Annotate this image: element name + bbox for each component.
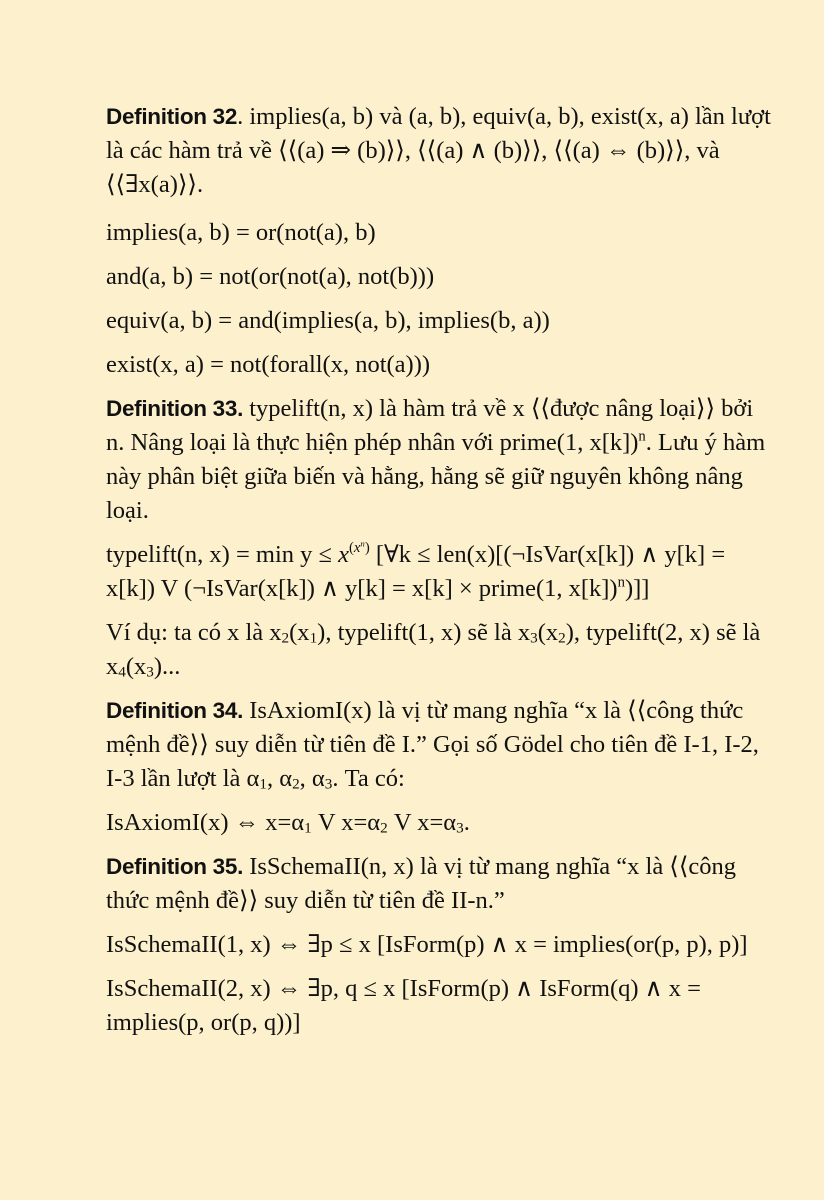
math-var: x bbox=[338, 541, 349, 568]
formula-typelift bbox=[106, 538, 776, 606]
definition-34-text: , α bbox=[299, 765, 325, 792]
subscript: 2 bbox=[292, 775, 300, 793]
formula-equiv: equiv(a, b) = and(implies(a, b), implies(b, a)) bbox=[106, 307, 550, 334]
subscript: 3 bbox=[146, 663, 154, 681]
definition-34-label: Definition 34. bbox=[106, 698, 244, 723]
paren: ( bbox=[348, 540, 354, 557]
definition-33 bbox=[106, 392, 776, 528]
definition-35-label: Definition 35. bbox=[106, 854, 244, 879]
subscript: 2 bbox=[281, 629, 290, 647]
example-text: (x bbox=[289, 619, 310, 646]
formula-implies: implies(a, b) = or(not(a), b) bbox=[106, 219, 376, 246]
definition-34-text: . Ta có: bbox=[332, 765, 405, 792]
formula-isschemaii-2: IsSchemaII(2, x) ⇔ ∃p, q ≤ x [IsForm(p) ∧ IsForm(q) ∧ x = implies(p, or(p, q))] bbox=[106, 975, 701, 1036]
formula-exist: exist(x, a) = not(forall(x, not(a))) bbox=[106, 351, 431, 378]
formula-text: )]] bbox=[624, 575, 650, 602]
subscript: 1 bbox=[309, 629, 318, 647]
definition-34 bbox=[106, 694, 776, 796]
document-page bbox=[106, 100, 776, 1050]
example-text: )... bbox=[153, 653, 181, 680]
example-text: ), typelift(1, x) sẽ là x bbox=[317, 619, 531, 646]
subscript: 3 bbox=[456, 819, 464, 837]
formula-text: V x=α bbox=[387, 809, 457, 836]
example-text: (x bbox=[537, 619, 559, 646]
definition-33-text: typelift(n, x) là hàm trả về x ⟨⟨được nâng loại⟩⟩ bởi n. Nâng loại là thực hiện phép nhân với prime(1, x[k]) bbox=[106, 395, 754, 456]
example-text: Ví dụ: ta có x là x bbox=[106, 619, 282, 646]
definition-34-text: , α bbox=[266, 765, 293, 792]
subscript: 1 bbox=[259, 775, 267, 793]
definition-35 bbox=[106, 850, 776, 918]
definition-33-text-cont: . Lưu ý hàm này phân biệt giữa biến và hằng, hằng sẽ giữ nguyên không nâng loại. bbox=[106, 429, 766, 524]
subscript: 1 bbox=[304, 819, 312, 837]
formula-isschemaii-1: IsSchemaII(1, x) ⇔ ∃p ≤ x [IsForm(p) ∧ x = implies(or(p, p), p)] bbox=[106, 931, 748, 958]
superscript: n bbox=[638, 428, 646, 445]
definition-35-text: IsSchemaII(n, x) là vị từ mang nghĩa “x là ⟨⟨công thức mệnh đề⟩⟩ suy diễn từ tiên đề II-n.” bbox=[106, 853, 737, 914]
subscript: 2 bbox=[380, 819, 388, 837]
example-text: (x bbox=[125, 653, 147, 680]
subscript: 2 bbox=[558, 629, 566, 647]
formula-text: V x=α bbox=[311, 809, 381, 836]
paren: ) bbox=[364, 540, 370, 557]
formula-text: [∀k ≤ len(x)[(¬IsVar(x[k]) ∧ y[k] = x[k]) V (¬IsVar(x[k]) ∧ y[k] = x[k] × prime(1, x[k]) bbox=[106, 541, 726, 602]
definition-32-text: . implies(a, b) và (a, b), equiv(a, b), exist(x, a) lần lượt là các hàm trả về ⟨⟨(a) ⇒ (b)⟩⟩, ⟨⟨(a) ∧ (b)⟩⟩, ⟨⟨(a) ⇔ (b)⟩⟩, và ⟨⟨∃x(a)⟩⟩. bbox=[106, 103, 771, 198]
math-var: x bbox=[353, 540, 361, 557]
formula-isaxiomi bbox=[106, 806, 776, 840]
superscript: n bbox=[617, 574, 625, 591]
formula-text: IsAxiomI(x) ⇔ x=α bbox=[106, 809, 305, 836]
subscript: 3 bbox=[324, 775, 333, 793]
formula-text: typelift(n, x) = min y ≤ bbox=[106, 541, 339, 568]
definition-32-label: Definition 32 bbox=[106, 104, 238, 129]
formula-and: and(a, b) = not(or(not(a), not(b))) bbox=[106, 263, 435, 290]
typelift-example bbox=[106, 616, 776, 684]
definition-32 bbox=[106, 100, 776, 202]
subscript: 4 bbox=[118, 663, 126, 681]
example-text: ), typelift(2, x) sẽ là x bbox=[106, 619, 761, 680]
definition-33-label: Definition 33. bbox=[106, 396, 244, 421]
subscript: 3 bbox=[530, 629, 538, 647]
definition-34-text: IsAxiomI(x) là vị từ mang nghĩa “x là ⟨⟨công thức mệnh đề⟩⟩ suy diễn từ tiên đề I.” Gọi số Gödel cho tiên đề I-1, I-2, I-3 lần lượt là α bbox=[106, 697, 759, 792]
math-var: n bbox=[360, 538, 365, 549]
formula-text: . bbox=[463, 809, 470, 836]
